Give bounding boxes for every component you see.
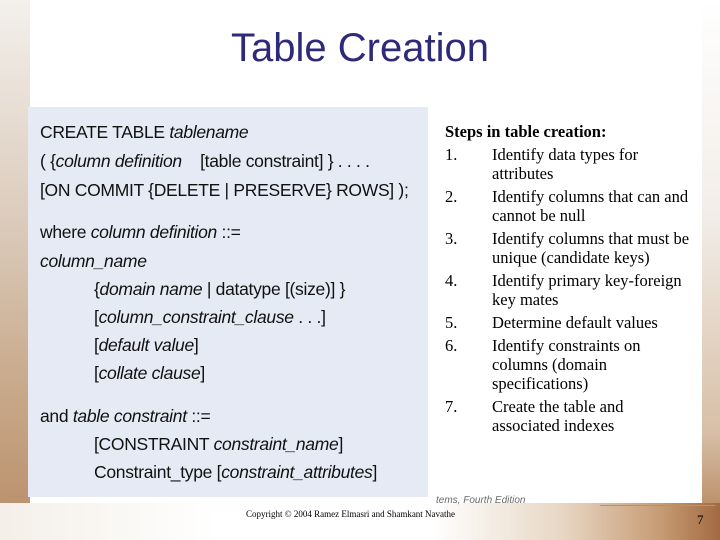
- background-desert-left: [0, 0, 30, 540]
- step-item: [445, 229, 695, 267]
- code-line: Constraint_type [constraint_attributes]: [94, 462, 378, 482]
- steps-list: [445, 122, 695, 439]
- code-line: column_name: [40, 251, 147, 271]
- step-number: 1.: [445, 145, 458, 164]
- step-number: 4.: [445, 271, 458, 290]
- footer-divider: [600, 505, 715, 506]
- step-number: 6.: [445, 336, 458, 355]
- step-number: 7.: [445, 397, 458, 416]
- code-line: and table constraint ::=: [40, 406, 211, 426]
- code-line: [ON COMMIT {DELETE | PRESERVE} ROWS] );: [40, 180, 409, 200]
- page-number: 7: [697, 512, 704, 527]
- background-desert-right: [702, 0, 720, 540]
- code-line: [column_constraint_clause . . .]: [94, 307, 326, 327]
- step-item: [445, 313, 695, 332]
- code-line: {domain name | datatype [(size)] }: [94, 279, 346, 299]
- step-item: [445, 271, 695, 309]
- slide-title: Table Creation: [231, 26, 489, 70]
- steps-heading: Steps in table creation:: [445, 122, 607, 141]
- code-line: [CONSTRAINT constraint_name]: [94, 434, 344, 454]
- copyright-notice: Copyright © 2004 Ramez Elmasri and Shamkant Navathe: [246, 509, 456, 519]
- step-number: 2.: [445, 187, 458, 206]
- step-item: [445, 397, 695, 435]
- code-line: CREATE TABLE tablename: [40, 122, 249, 142]
- step-text: Determine default values: [492, 313, 658, 332]
- step-number: 5.: [445, 313, 458, 332]
- step-text: Identify data types for attributes: [492, 145, 639, 183]
- code-line: where column definition ::=: [40, 222, 241, 242]
- sql-syntax-panel: [28, 107, 428, 497]
- step-text: Identify constraints on columns (domain specifications): [492, 336, 641, 393]
- step-item: [445, 145, 695, 183]
- code-line: ( {column definition [table constraint] } . . . .: [40, 151, 370, 171]
- footer-book-title: tems, Fourth Edition: [436, 495, 526, 506]
- step-number: 3.: [445, 229, 458, 248]
- step-text: Create the table and associated indexes: [492, 397, 624, 435]
- step-text: Identify primary key-foreign key mates: [492, 271, 682, 309]
- step-item: [445, 336, 695, 393]
- code-line: [default value]: [94, 335, 199, 355]
- step-text: Identify columns that must be unique (candidate keys): [492, 229, 690, 267]
- step-text: Identify columns that can and cannot be null: [492, 187, 689, 225]
- code-line: [collate clause]: [94, 363, 205, 383]
- step-item: [445, 187, 695, 225]
